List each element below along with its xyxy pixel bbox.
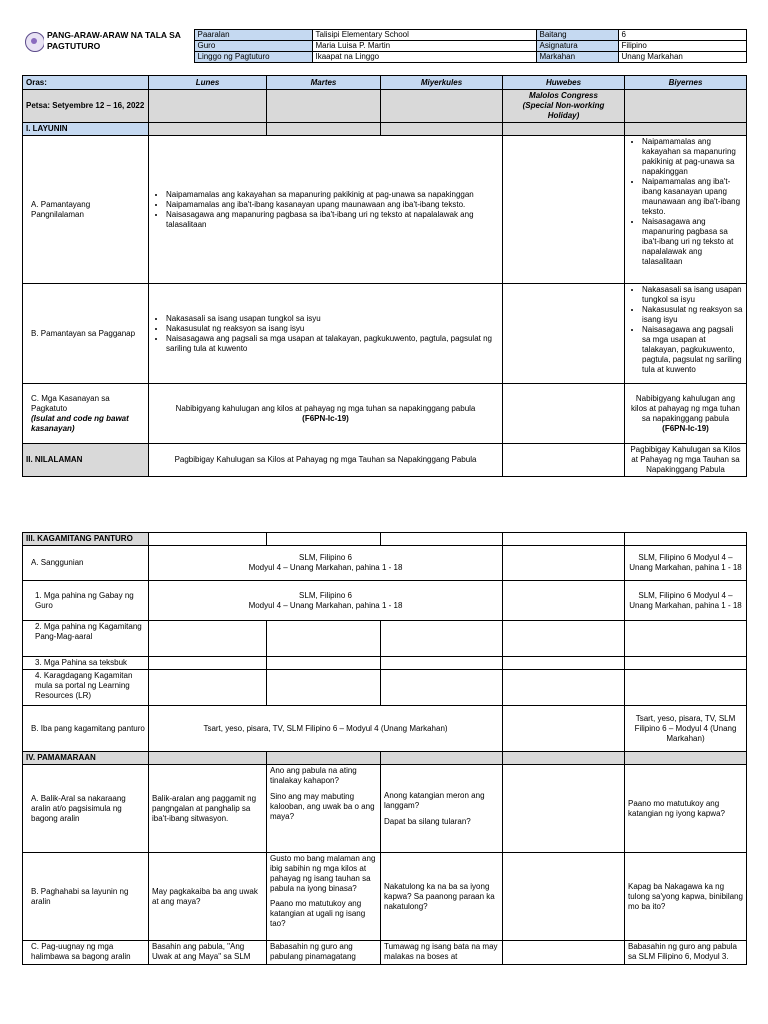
holiday-note [503,90,625,123]
list-item: • Naipamamalas ang iba't-ibang kasanayan upang maunawaan ang iba't-ibang teksto. [642,177,743,217]
balik-aral-martes-q1: Ano ang pabula na ating tinalakay kahapon? [270,766,357,785]
list-item: • Nakasusulat ng reaksyon sa isang isyu [642,305,743,325]
paghahabi-martes-q1: Gusto mo bang malaman ang ibig sabihin ng mga kilos at pahayag ng isang tauhan sa pabula na iyong binasa? [270,854,376,893]
paghahabi-martes [267,853,381,941]
kasanayan-friday [625,384,747,444]
gabay-guro-line-2: Modyul 4 – Unang Markahan, pahina 1 - 18 [248,600,403,610]
paghahabi-martes-q2: Paano mo matutukoy ang katangian at ugali ng isang tao? [270,899,366,928]
plan-table-2 [22,532,747,965]
pag-uugnay-label: C. Pag-uugnay ng mga halimbawa sa bagong aralin [23,941,149,965]
balik-aral-martes [267,765,381,853]
plan-table-1 [22,75,747,477]
paghahabi-label: B. Paghahabi sa layunin ng aralin [23,853,149,941]
kasanayan-note: (Isulat and code ng bawat kasanayan) [31,413,129,433]
kasanayan-label: C. Mga Kasanayan sa Pagkatuto [31,393,110,413]
paghahabi-miyerkules: Nakatulong ka na ba sa iyong kapwa? Sa paanong paraan ka nakatulong? [381,853,503,941]
pamantayan-pagganap-content [149,284,503,384]
value-markahan: Unang Markahan [618,52,746,63]
list-item: • Naisasagawa ang pagsali sa mga usapan at talakayan, pagkukuwento, pagtula, pagsulat ng sariling tula at kuwento [642,325,743,375]
label-paaralan: Paaralan [194,30,312,41]
pag-uugnay-lunes: Basahin ang pabula, "Ang Uwak at ang Maya" sa SLM [149,941,267,965]
document-title: PANG-ARAW-ARAW NA TALA SA PAGTUTURO [47,29,181,51]
list-item: • Naipamamalas ang kakayahan sa mapanuring pakikinig at pag-unawa sa napakinggan [642,137,743,177]
iba-pang-kagamitan-content: Tsart, yeso, pisara, TV, SLM Filipino 6 – Modyul 4 (Unang Markahan) [149,706,503,752]
list-item: • Naisasagawa ang pagsali sa mga usapan at talakayan, pagkukuwento, pagtula, pagsulat ng sariling tula at kuwento [166,334,499,354]
value-paaralan: Talisipi Elementary School [312,30,536,41]
sanggunian-line-2: Modyul 4 – Unang Markahan, pahina 1 - 18 [248,563,403,572]
label-asignatura: Asignatura [536,41,618,52]
balik-aral-miyerkules [381,765,503,853]
nilalaman-heading: II. NILALAMAN [23,444,149,477]
day-huwebes: Huwebes [503,76,625,90]
balik-aral-lunes: Balik-aralan ang paggamit ng pangngalan at panghalip sa iba't-ibang sitwasyon. [149,765,267,853]
list-item: • Naipamamalas ang iba't-ibang kasanayan upang maunawaan ang iba't-ibang teksto. [166,200,499,210]
list-item: • Nakasasali sa isang usapan tungkol sa isyu [642,285,743,305]
sanggunian-label: A. Sanggunian [23,546,149,581]
iba-pang-kagamitan-friday: Tsart, yeso, pisara, TV, SLM Filipino 6 – Modyul 4 (Unang Markahan) [625,706,747,752]
paghahabi-biyernes: Kapag ba Nakagawa ka ng tulong sa'yong kapwa, binibilang mo ba ito? [625,853,747,941]
holiday-line-1: Malolos Congress [529,91,598,100]
kasanayan-fri-code: (F6PN-Ic-19) [662,423,709,433]
kasanayan-text: Nabibigyang kahulugan ang kilos at pahayag ng mga tuhan sa napakinggang pabula [175,403,476,413]
day-lunes: Lunes [149,76,267,90]
holiday-line-2: (Special Non-working Holiday) [522,101,605,120]
label-baitang: Baitang [536,30,618,41]
pag-uugnay-miyerkules: Tumawag ng isang bata na may malakas na boses at [381,941,503,965]
balik-aral-miyerkules-q2: Dapat ba silang tularan? [384,816,471,826]
pag-uugnay-martes: Babasahin ng guro ang pabulang pinamagatang [267,941,381,965]
balik-aral-miyerkules-q1: Anong katangian meron ang langgam? [384,790,485,810]
sanggunian-line-1: SLM, Filipino 6 [299,553,352,562]
teksbuk-label: 3. Mga Pahina sa teksbuk [23,657,149,670]
nilalaman-friday: Pagbibigay Kahulugan sa Kilos at Pahayag ng mga Tauhan sa Napakinggang Pabula [625,444,747,477]
list-item: • Naisasagawa ang mapanuring pagbasa sa iba't-ibang uri ng teksto at napalalawak ang talasalitaan [166,210,499,230]
karagdagang-kagamitan-label: 4. Karagdagang Kagamitan mula sa portal ng Learning Resources (LR) [23,670,149,706]
layunin-heading: I. LAYUNIN [23,123,149,136]
gabay-guro-friday: SLM, Filipino 6 Modyul 4 – Unang Markahan, pahina 1 - 18 [625,581,747,621]
gabay-guro-line-1: SLM, Filipino 6 [299,590,352,600]
balik-aral-biyernes: Paano mo matutukoy ang katangian ng iyong kapwa? [625,765,747,853]
kagamitan-heading: III. KAGAMITANG PANTURO [23,533,149,546]
list-item: • Nakasasali sa isang usapan tungkol sa isyu [166,314,499,324]
pamantayan-pagganap-friday [625,284,747,384]
sanggunian-friday: SLM, Filipino 6 Modyul 4 – Unang Markahan, pahina 1 - 18 [625,546,747,581]
pamamaraan-heading: IV. PAMAMARAAN [23,752,149,765]
kasanayan-content [149,384,503,444]
kagamitang-pang-mag-aaral-label: 2. Mga pahina ng Kagamitang Pang-Mag-aaral [23,621,149,657]
pag-uugnay-biyernes: Babasahin ng guro ang pabula sa SLM Filipino 6, Modyul 3. [625,941,747,965]
pamantayang-pangnilalaman-label: A. Pamantayang Pangnilalaman [23,136,149,284]
petsa-label: Petsa: Setyembre 12 – 16, 2022 [23,90,149,123]
value-asignatura: Filipino [618,41,746,52]
oras-label: Oras: [23,76,149,90]
pamantayan-pagganap-label: B. Pamantayan sa Pagganap [23,284,149,384]
label-markahan: Markahan [536,52,618,63]
iba-pang-kagamitan-label: B. Iba pang kagamitang panturo [23,706,149,752]
list-item: • Naisasagawa ang mapanuring pagbasa sa iba't-ibang uri ng teksto at napalalawak ang talasalitaan [642,217,743,267]
sanggunian-content [149,546,503,581]
header-table [22,29,747,63]
kasanayan-code: (F6PN-Ic-19) [302,413,349,423]
kasanayan-fri-text: Nabibigyang kahulugan ang kilos at pahayag ng mga tuhan sa napakinggang pabula [631,393,740,423]
gabay-guro-content [149,581,503,621]
nilalaman-content: Pagbibigay Kahulugan sa Kilos at Pahayag ng mga Tauhan sa Napakinggang Pabula [149,444,503,477]
gabay-guro-label: 1. Mga pahina ng Gabay ng Guro [23,581,149,621]
deped-seal-icon [22,30,44,63]
pamantayang-pangnilalaman-content [149,136,503,284]
day-martes: Martes [267,76,381,90]
balik-aral-martes-q2: Sino ang may mabuting kalooban, ang uwak ba o ang maya? [270,792,375,821]
label-guro: Guro [194,41,312,52]
list-item: • Nakasusulat ng reaksyon sa isang isyu [166,324,499,334]
value-baitang: 6 [618,30,746,41]
label-linggo: Linggo ng Pagtuturo [194,52,312,63]
day-miyerkules: Miyerkules [381,76,503,90]
day-biyernes: Biyernes [625,76,747,90]
list-item: • Naipamamalas ang kakayahan sa mapanuring pakikinig at pag-unawa sa napakinggan [166,190,499,200]
value-linggo: Ikaapat na Linggo [312,52,536,63]
balik-aral-label: A. Balik-Aral sa nakaraang aralin at/o pagsisimula ng bagong aralin [23,765,149,853]
paghahabi-lunes: May pagkakaiba ba ang uwak at ang maya? [149,853,267,941]
kasanayan-label-cell [23,384,149,444]
value-guro: Maria Luisa P. Martin [312,41,536,52]
pamantayang-pangnilalaman-friday [625,136,747,284]
